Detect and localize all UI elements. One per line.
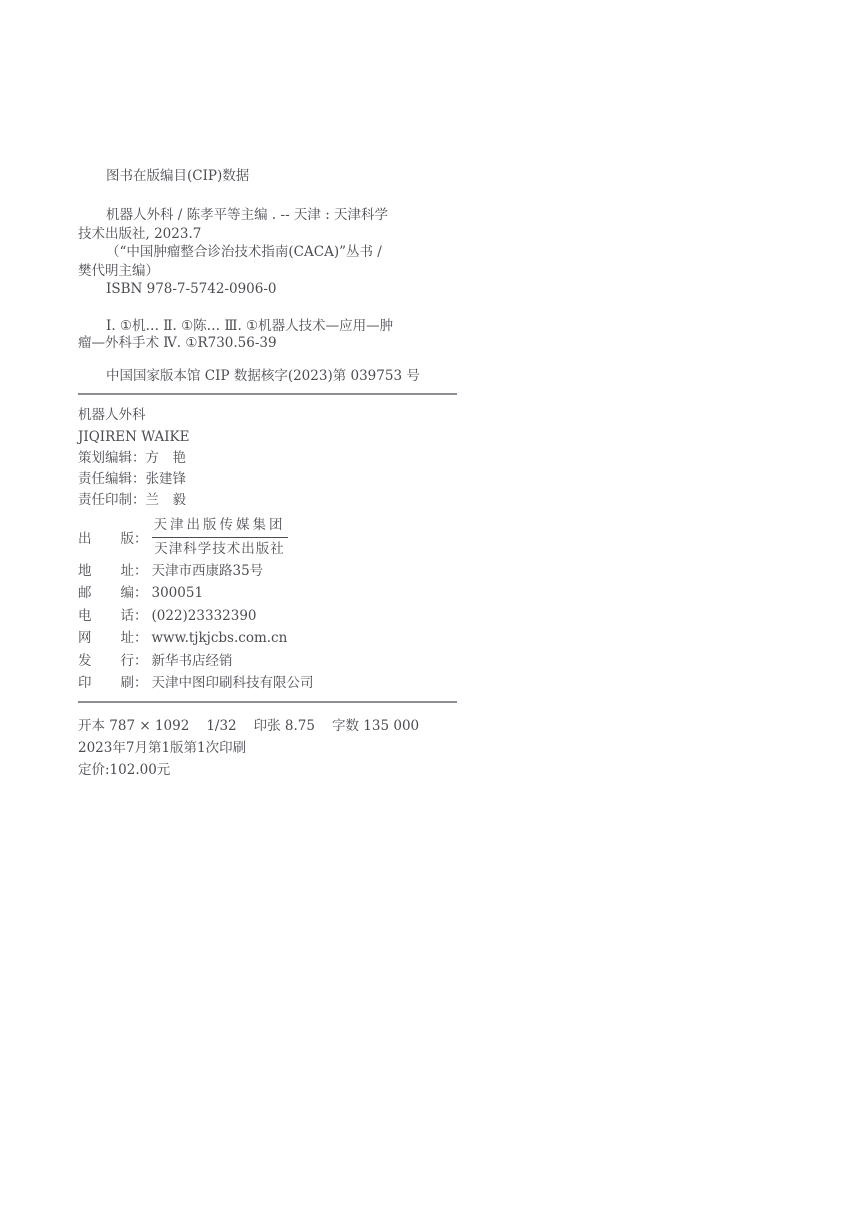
- divider-rule-bottom: [78, 701, 457, 703]
- label-char: 行: [120, 652, 134, 669]
- label-colon: ：: [134, 607, 148, 624]
- row-label: [78, 672, 134, 695]
- cip-record-line: （“中国肿瘤整合诊治技术指南(CACA)”丛书 /: [106, 244, 382, 260]
- book-title-cn: 机器人外科: [78, 406, 146, 423]
- label-colon: ：: [134, 675, 148, 692]
- divider-rule-top: [78, 393, 457, 395]
- cip-heading: 图书在版编目(CIP)数据: [106, 168, 250, 184]
- row-label: [78, 605, 134, 628]
- distribution-row: [78, 650, 468, 673]
- label-char: 话: [120, 607, 134, 624]
- label-colon: ：: [134, 585, 148, 602]
- format-segment: 字数 135 000: [332, 717, 420, 734]
- label-char: 版: [120, 531, 134, 548]
- label-char: 刷: [120, 675, 134, 692]
- website-row: [78, 627, 468, 650]
- cip-classification-line: Ⅰ. ①机… Ⅱ. ①陈… Ⅲ. ①机器人技术—应用—肿: [106, 317, 394, 334]
- row-label: [78, 560, 134, 583]
- editors-block: [78, 427, 468, 512]
- label-char: 发: [78, 652, 92, 669]
- publisher-row: [78, 517, 468, 558]
- printing-row: [78, 672, 468, 695]
- row-label: [78, 627, 134, 650]
- address-value: 天津市西康路35号: [151, 562, 264, 579]
- label-char: 印: [78, 675, 92, 692]
- book-title-pinyin: JIQIREN WAIKE: [78, 428, 190, 445]
- cip-record-line: 樊代明主编）: [78, 262, 159, 279]
- label-char: 电: [78, 607, 92, 624]
- label-char: 编: [120, 585, 134, 602]
- publisher-group: 天津出版传媒集团: [152, 517, 288, 538]
- postcode-row: [78, 582, 468, 605]
- price-line: 定价:102.00元: [78, 761, 171, 778]
- phone-row: [78, 605, 468, 628]
- printing-value: 天津中图印刷科技有限公司: [151, 675, 314, 692]
- cip-classification-line: 瘤—外科手术 Ⅳ. ①R730.56-39: [78, 334, 277, 351]
- website-value: www.tjkjcbs.com.cn: [151, 630, 288, 647]
- postcode-value: 300051: [151, 585, 204, 602]
- format-line: [78, 715, 468, 737]
- cip-classification: [78, 318, 468, 352]
- label-colon: ：: [134, 562, 148, 579]
- label-char: 出: [78, 531, 92, 548]
- publisher-fraction: [152, 517, 288, 558]
- label-char: 网: [78, 630, 92, 647]
- cip-record-line: 机器人外科 / 陈孝平等主编 . -- 天津 : 天津科学: [106, 207, 389, 223]
- row-label: [78, 650, 134, 673]
- cip-registry-line: 中国国家版本馆 CIP 数据核字(2023)第 039753 号: [106, 367, 420, 384]
- cip-record: [78, 206, 468, 299]
- label-colon: ：: [134, 652, 148, 669]
- address-row: [78, 560, 468, 583]
- editor-line-responsible: 责任编辑：张建锋: [78, 471, 186, 488]
- format-segment: 开本 787 × 1092: [78, 717, 190, 734]
- row-label: [78, 582, 134, 605]
- print-info: [78, 715, 468, 781]
- format-segment: 印张 8.75: [253, 717, 315, 734]
- editor-line-planning: 策划编辑：方 艳: [78, 449, 186, 466]
- isbn-line: ISBN 978-7-5742-0906-0: [106, 281, 277, 297]
- publication-details: [78, 560, 468, 695]
- phone-value: (022)23332390: [151, 607, 257, 624]
- edition-line: 2023年7月第1版第1次印刷: [78, 739, 247, 756]
- colophon-content: [78, 167, 468, 781]
- label-colon: ：: [134, 630, 148, 647]
- label-char: 地: [78, 562, 92, 579]
- label-char: 邮: [78, 585, 92, 602]
- label-char: 址: [120, 562, 134, 579]
- publisher-press: 天津科学技术出版社: [154, 540, 285, 557]
- label-char: 址: [120, 630, 134, 647]
- editor-line-printing: 责任印制：兰 毅: [78, 492, 186, 509]
- format-segment: 1/32: [206, 717, 237, 734]
- publisher-label: [78, 527, 134, 547]
- distribution-value: 新华书店经销: [151, 652, 233, 669]
- cip-record-line: 技术出版社, 2023.7: [78, 225, 202, 242]
- label-colon: ：: [134, 531, 148, 548]
